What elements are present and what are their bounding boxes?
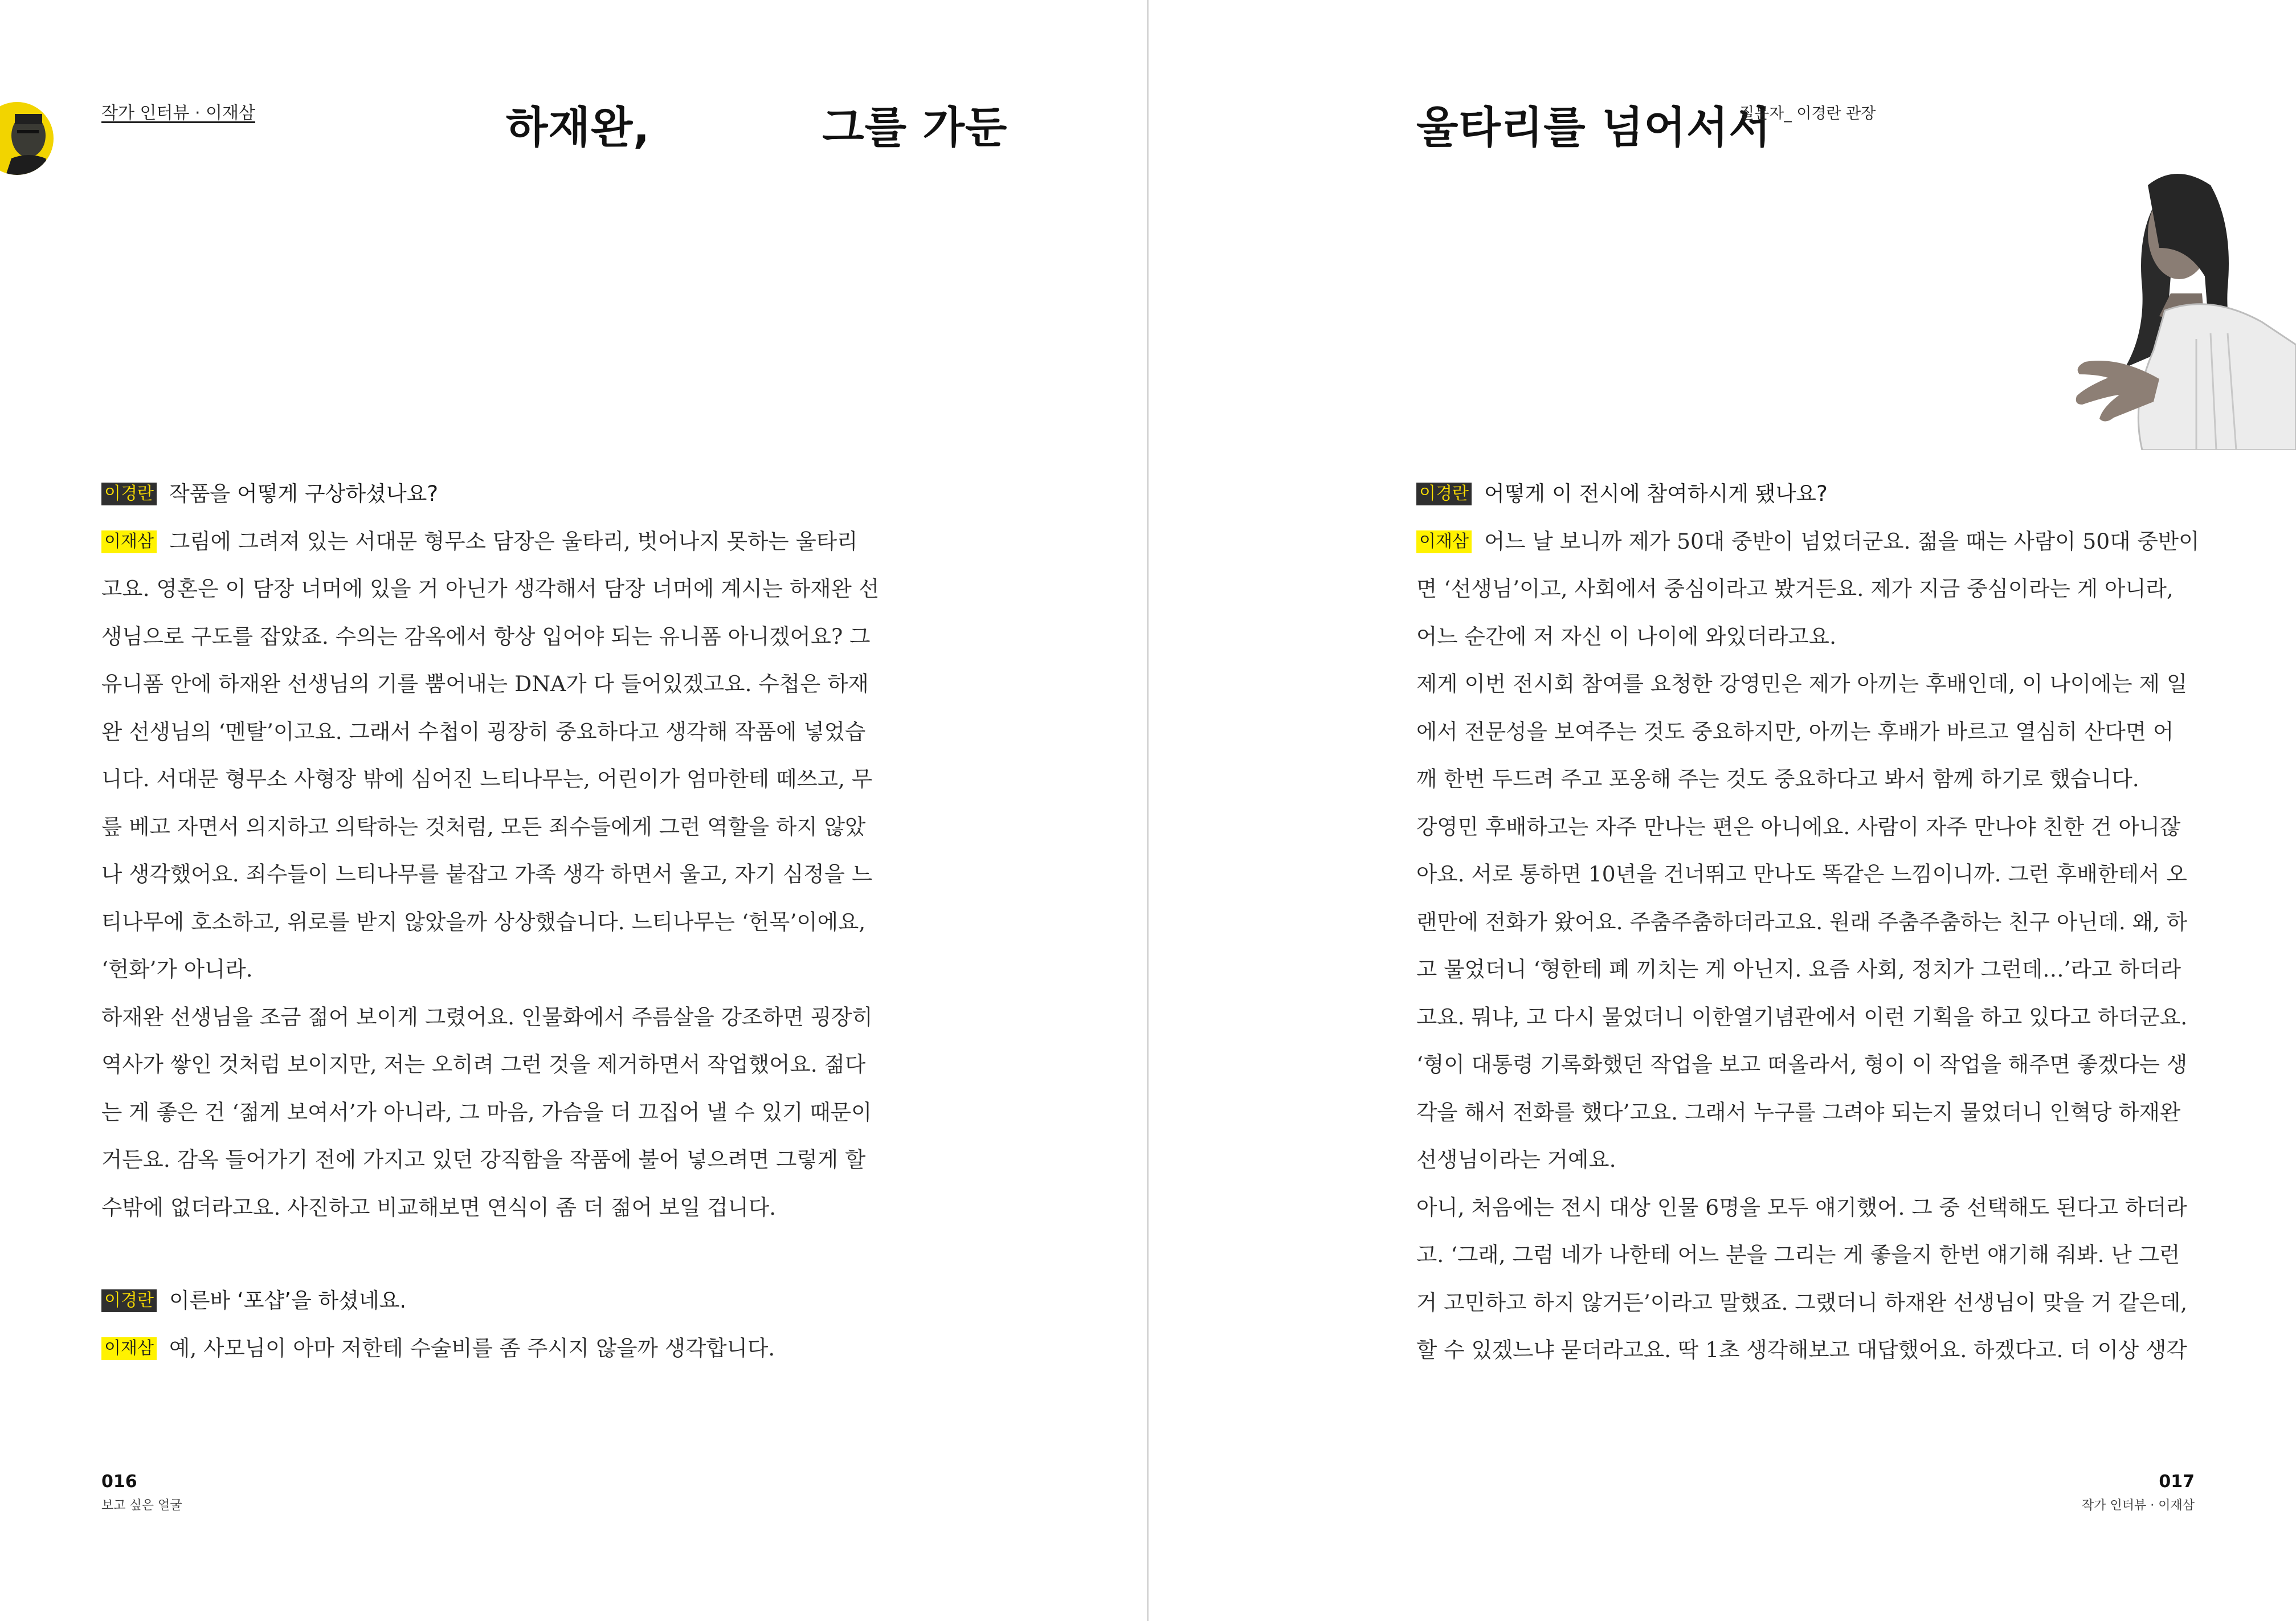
artist-tag: 이재삼	[1416, 530, 1472, 553]
artist-portrait-photo	[0, 101, 56, 175]
answer-line: 거든요. 감옥 들어가기 전에 가지고 있던 강직함을 작품에 불어 넣으려면 그렇게 할	[101, 1147, 866, 1172]
artist-tag: 이재삼	[101, 1337, 157, 1360]
interviewer-tag: 이경란	[1416, 483, 1472, 505]
interviewer-tag: 이경란	[101, 1289, 157, 1312]
answer-line: 거 고민하고 하지 않거든’이라고 말했죠. 그랬더니 하재완 선생님이 맞을 거 같은데,	[1416, 1289, 2188, 1315]
page-title-left: 하재완, 그를 가둔	[506, 102, 1008, 153]
answer-line: 유니폼 안에 하재완 선생님의 기를 뿜어내는 DNA가 다 들어있겠고요. 수첩은 하재	[101, 671, 869, 696]
interview-body-left	[101, 470, 879, 1372]
interviewer-credit: 질문자_ 이경란 관장	[1739, 105, 1876, 123]
answer-line: 릎 베고 자면서 의지하고 의탁하는 것처럼, 모든 죄수들에게 그런 역할을 하지 않았	[101, 814, 866, 839]
answer-line: 티나무에 호소하고, 위로를 받지 않았을까 상상했습니다. 느티나무는 ‘헌목’이에요,	[101, 909, 866, 934]
answer-line: 면 ‘선생님’이고, 사회에서 중심이라고 봤거든요. 제가 지금 중심이라는 게 아니라,	[1416, 576, 2174, 601]
answer-line: 아요. 서로 통하면 10년을 건너뛰고 만나도 똑같은 느낌이니까. 그런 후배한테서 오	[1416, 861, 2187, 887]
interviewer-tag: 이경란	[101, 483, 157, 505]
section-label: 작가 인터뷰 · 이재삼	[101, 103, 255, 123]
footer-caption-left: 보고 싶은 얼굴	[101, 1498, 182, 1513]
answer-line: 강영민 후배하고는 자주 만나는 편은 아니에요. 사람이 자주 만나야 친한 건 아니잖	[1416, 814, 2181, 839]
answer-line: ‘헌화’가 아니라.	[101, 957, 253, 982]
question-text: 어떻게 이 전시에 참여하시게 됐나요?	[1484, 481, 1828, 506]
answer-line: 하재완 선생님을 조금 젊어 보이게 그렸어요. 인물화에서 주름살을 강조하면 굉장히	[101, 1004, 873, 1030]
answer-line: 각을 해서 전화를 했다’고요. 그래서 누구를 그려야 되는지 물었더니 인혁당 하재완	[1416, 1099, 2181, 1125]
question-text: 작품을 어떻게 구상하셨나요?	[169, 481, 439, 506]
answer-line: 고. ‘그래, 그럼 네가 나한테 어느 분을 그리는 게 좋을지 한번 얘기해 줘봐. 난 그런	[1416, 1242, 2180, 1267]
answer-line: 랜만에 전화가 왔어요. 주춤주춤하더라고요. 원래 주춤주춤하는 친구 아닌데. 왜, 하	[1416, 909, 2188, 934]
answer-line: 이재삼 예, 사모님이 아마 저한테 수술비를 좀 주시지 않을까 생각합니다.	[101, 1325, 879, 1373]
page-title-right: 울타리를 넘어서서	[1416, 102, 1771, 153]
answer-line: 제게 이번 전시회 참여를 요청한 강영민은 제가 아끼는 후배인데, 이 나이에는 제 일	[1416, 671, 2188, 696]
page-number-left: 016	[101, 1472, 137, 1492]
answer-line: 나 생각했어요. 죄수들이 느티나무를 붙잡고 가족 생각 하면서 울고, 자기 심정을 느	[101, 861, 873, 887]
answer-line: 고 물었더니 ‘형한테 폐 끼치는 게 아닌지. 요즘 사회, 정치가 그런데…’라고 하더라	[1416, 957, 2181, 982]
answer-line: 완 선생님의 ‘멘탈’이고요. 그래서 수첩이 굉장히 중요하다고 생각해 작품에 넣었습	[101, 718, 866, 744]
answer-line: 선생님이라는 거예요.	[1416, 1147, 1616, 1172]
answer-line: 이재삼 어느 날 보니까 제가 50대 중반이 넘었더군요. 젊을 때는 사람이 50대 중반이	[1416, 518, 2194, 566]
artist-gesturing-photo	[2074, 162, 2296, 450]
artist-tag: 이재삼	[101, 530, 157, 553]
question	[101, 1277, 879, 1325]
answer-line: 깨 한번 두드려 주고 포옹해 주는 것도 중요하다고 봐서 함께 하기로 했습니다.	[1416, 766, 2139, 791]
answer-line: 아니, 처음에는 전시 대상 인물 6명을 모두 얘기했어. 그 중 선택해도 된다고 하더라	[1416, 1194, 2187, 1220]
answer-line: 는 게 좋은 건 ‘젊게 보여서’가 아니라, 그 마음, 가슴을 더 끄집어 낼 수 있기 때문이	[101, 1099, 872, 1125]
answer-line: ‘형이 대통령 기록화했던 작업을 보고 떠올라서, 형이 이 작업을 해주면 좋겠다는 생	[1416, 1052, 2188, 1077]
answer-line: 에서 전문성을 보여주는 것도 중요하지만, 아끼는 후배가 바르고 열심히 산다면 어	[1416, 718, 2174, 744]
page-number-right: 017	[2159, 1472, 2195, 1492]
answer-line: 이재삼 그림에 그려져 있는 서대문 형무소 담장은 울타리, 벗어나지 못하는 울타리	[101, 518, 879, 566]
answer-line: 고요. 뭐냐, 고 다시 물었더니 이한열기념관에서 이런 기획을 하고 있다고 하더군요.	[1416, 1004, 2188, 1030]
left-page	[0, 0, 1147, 1621]
answer-line: 어느 순간에 저 자신 이 나이에 와있더라고요.	[1416, 623, 1837, 649]
answer-line: 할 수 있겠느냐 묻더라고요. 딱 1초 생각해보고 대답했어요. 하겠다고. 더 이상 생각	[1416, 1337, 2187, 1362]
answer-line: 역사가 쌓인 것처럼 보이지만, 저는 오히려 그런 것을 제거하면서 작업했어요. 젊다	[101, 1052, 866, 1077]
answer-line: 수밖에 없더라고요. 사진하고 비교해보면 연식이 좀 더 젊어 보일 겁니다.	[101, 1194, 777, 1220]
answer-line: 니다. 서대문 형무소 사형장 밖에 심어진 느티나무는, 어린이가 엄마한테 떼쓰고, 무	[101, 766, 873, 791]
question-text: 이른바 ‘포샵’을 하셨네요.	[169, 1288, 407, 1313]
question	[101, 470, 879, 518]
answer-line: 생님으로 구도를 잡았죠. 수의는 감옥에서 항상 입어야 되는 유니폼 아니겠어요? 그	[101, 623, 871, 649]
footer-caption-right: 작가 인터뷰 · 이재삼	[2082, 1498, 2195, 1513]
interview-body-right	[1416, 470, 2200, 1374]
question	[1416, 470, 2194, 518]
answer-line: 고요. 영혼은 이 담장 너머에 있을 거 아닌가 생각해서 담장 너머에 계시는 하재완 선	[101, 576, 880, 601]
